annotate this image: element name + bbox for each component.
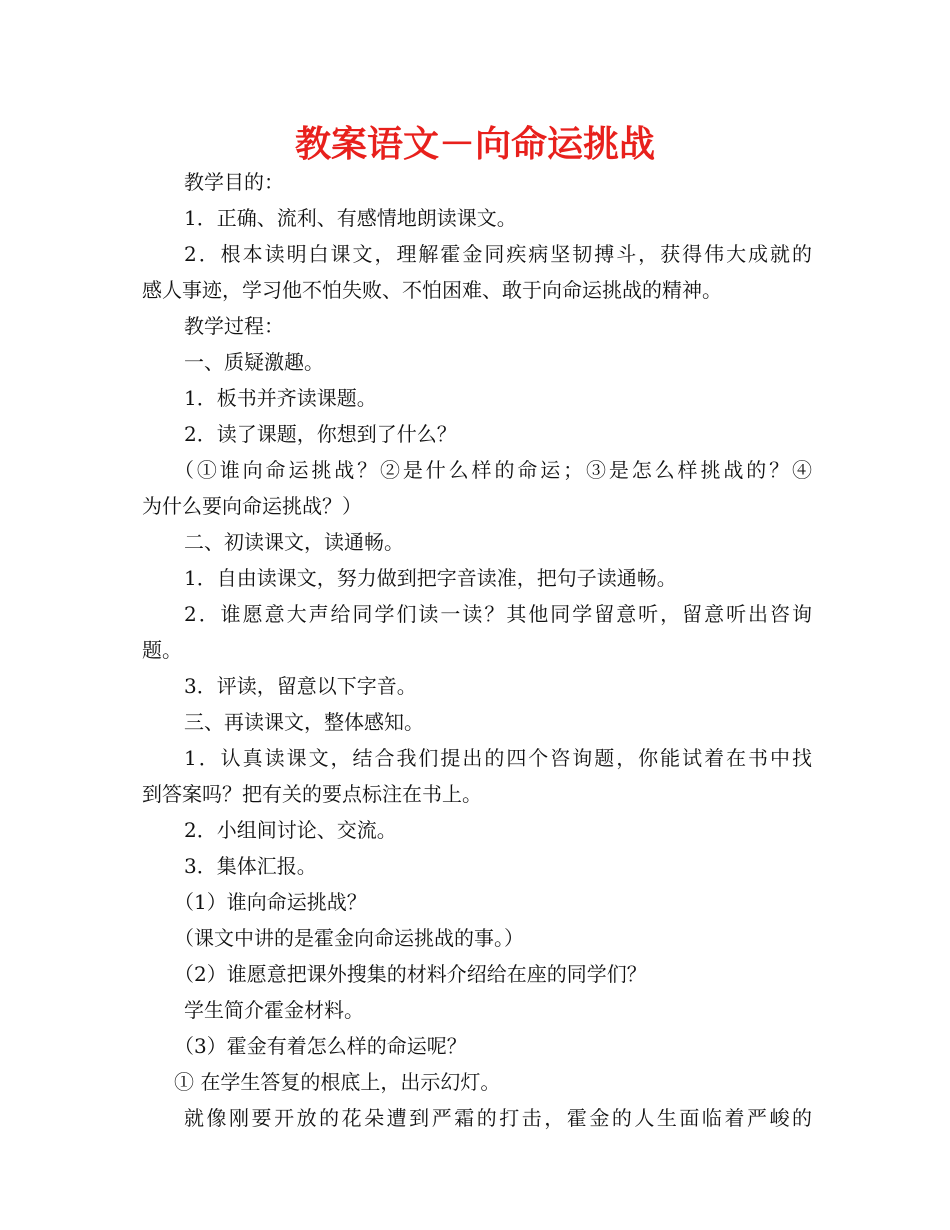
paragraph-line: （3）霍金有着怎么样的命运呢？	[174, 1034, 467, 1058]
paragraph-line: 就像刚要开放的花朵遭到严霜的打击，霍金的人生面临着严峻的	[184, 1106, 812, 1130]
paragraph-line: ① 在学生答复的根底上，出示幻灯。	[174, 1070, 501, 1094]
paragraph-line: 1．板书并齐读课题。	[184, 386, 377, 410]
paragraph-line: 教学过程：	[184, 314, 284, 338]
paragraph-line: 1．正确、流利、有感情地朗读课文。	[184, 206, 517, 230]
paragraph-line: 题。	[142, 638, 182, 662]
paragraph-line: 2．根本读明白课文，理解霍金同疾病坚韧搏斗，获得伟大成就的	[184, 242, 812, 266]
paragraph-line: （课文中讲的是霍金向命运挑战的事。）	[174, 926, 524, 950]
paragraph-line: 2．读了课题，你想到了什么？	[184, 422, 457, 446]
paragraph-line: 教学目的：	[184, 170, 284, 194]
paragraph-line: 为什么要向命运挑战？）	[142, 494, 362, 518]
paragraph-line: 2．小组间讨论、交流。	[184, 818, 397, 842]
paragraph-line: 一、质疑激趣。	[184, 350, 324, 374]
paragraph-line: 1．认真读课文，结合我们提出的四个咨询题，你能试着在书中找	[184, 746, 812, 770]
document-title: 教案语文－向命运挑战	[294, 124, 655, 165]
paragraph-line: 到答案吗？把有关的要点标注在书上。	[142, 782, 482, 806]
paragraph-line: 1．自由读课文，努力做到把字音读准，把句子读通畅。	[184, 566, 677, 590]
paragraph-line: 二、初读课文，读通畅。	[184, 530, 404, 554]
paragraph-line: 2．谁愿意大声给同学们读一读？其他同学留意听，留意听出咨询	[184, 602, 812, 626]
paragraph-line: 3．评读，留意以下字音。	[184, 674, 417, 698]
paragraph-line: 学生简介霍金材料。	[184, 998, 364, 1022]
paragraph-line: （1）谁向命运挑战？	[174, 890, 367, 914]
document-body	[142, 164, 812, 1136]
paragraph-line: 3．集体汇报。	[184, 854, 317, 878]
paragraph-line: （2）谁愿意把课外搜集的材料介绍给在座的同学们？	[174, 962, 647, 986]
paragraph-line: （①谁向命运挑战？②是什么样的命运；③是怎么样挑战的？④	[174, 458, 812, 482]
paragraph-line: 感人事迹，学习他不怕失败、不怕困难、敢于向命运挑战的精神。	[142, 278, 722, 302]
paragraph-line: 三、再读课文，整体感知。	[184, 710, 424, 734]
